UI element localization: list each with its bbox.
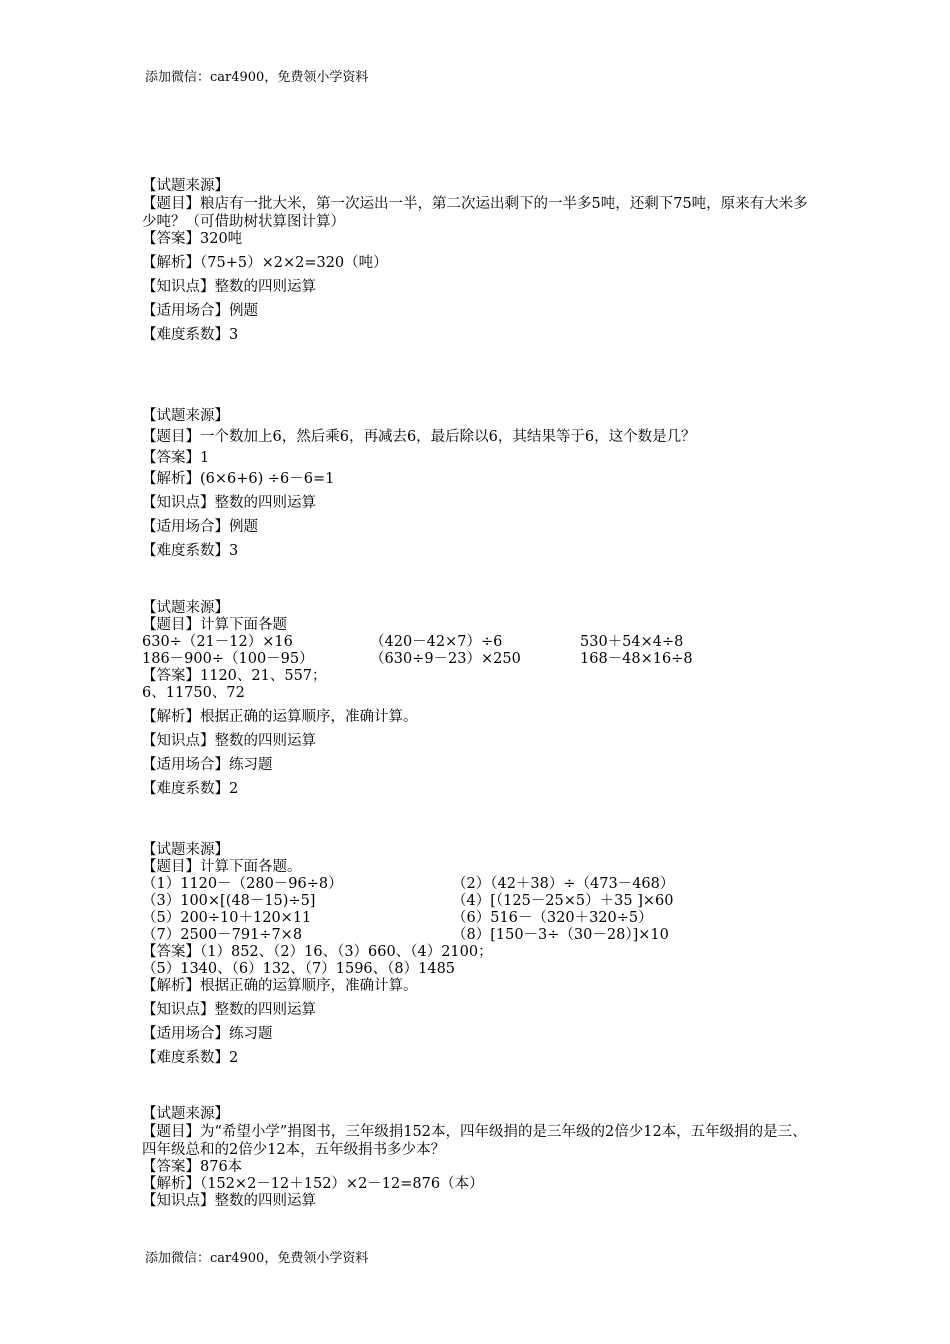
knowledge-line: 【知识点】整数的四则运算 (142, 1002, 316, 1018)
expression: （8）[150－3÷（30－28）]×10 (452, 927, 669, 943)
question-block-2 (142, 408, 812, 560)
knowledge-line: 【知识点】整数的四则运算 (142, 733, 316, 749)
question-block-4 (142, 842, 812, 1067)
source-label: 【试题来源】 (142, 842, 229, 858)
question-block-1 (142, 178, 812, 344)
answer-line: 【答案】1 (142, 450, 210, 466)
analysis-line: 【解析】（75+5）×2×2=320（吨） (142, 255, 388, 271)
knowledge-line: 【知识点】整数的四则运算 (142, 495, 316, 511)
difficulty-line: 【难度系数】3 (142, 543, 239, 559)
expression: （630÷9－23）×250 (370, 651, 521, 667)
knowledge-line: 【知识点】整数的四则运算 (142, 279, 316, 295)
page-header: 添加微信：car4900，免费领小学资料 (145, 70, 369, 85)
difficulty-line: 【难度系数】2 (142, 1050, 239, 1066)
expression: （2）（42＋38）÷（473－468） (452, 876, 675, 892)
knowledge-line: 【知识点】整数的四则运算 (142, 1193, 316, 1209)
difficulty-line: 【难度系数】2 (142, 781, 239, 797)
expression: 530＋54×4÷8 (580, 634, 684, 650)
expression: （7）2500－791÷7×8 (142, 927, 303, 943)
usage-line: 【适用场合】例题 (142, 519, 258, 535)
question-block-5 (142, 1106, 812, 1210)
difficulty-line: 【难度系数】3 (142, 327, 239, 343)
answer-line: 【答案】（1）852、（2）16、（3）660、（4）2100； (142, 944, 493, 960)
source-label: 【试题来源】 (142, 408, 229, 424)
question-tag: 【题目】 (142, 196, 200, 212)
expression: （5）200÷10＋120×11 (142, 910, 312, 926)
expression: （4）[（125－25×5）＋35 ]×60 (452, 893, 674, 909)
expression-row (142, 876, 812, 893)
question-text: 【题目】为“希望小学”捐图书，三年级捐152本，四年级捐的是三年级的2倍少12本，五年级捐的是三、四年级总和的2倍少12本，五年级捐书多少本？ (142, 1124, 807, 1158)
expression-row (142, 651, 812, 668)
analysis-line: 【解析】（152×2－12＋152）×2－12=876（本） (142, 1176, 484, 1192)
page-footer: 添加微信：car4900，免费领小学资料 (145, 1251, 369, 1266)
analysis-line: 【解析】根据正确的运算顺序，准确计算。 (142, 709, 418, 725)
answer-line-cont: （5）1340、（6）132、（7）1596、（8）1485 (142, 961, 456, 977)
expression-row (142, 927, 812, 944)
expression: （420－42×7）÷6 (370, 634, 503, 650)
usage-line: 【适用场合】练习题 (142, 757, 273, 773)
question-text: 【题目】一个数加上6，然后乘6，再减去6，最后除以6，其结果等于6，这个数是几？ (142, 429, 696, 445)
question-text: 【题目】计算下面各题。 (142, 859, 302, 875)
expression: 186－900÷（100－95） (142, 651, 314, 667)
analysis-line: 【解析】(6×6+6) ÷6－6=1 (142, 471, 335, 487)
question-text (142, 195, 812, 231)
question-text: 【题目】计算下面各题 (142, 617, 287, 633)
expression: （3）100×[(48－15)÷5] (142, 893, 316, 909)
usage-line: 【适用场合】练习题 (142, 1026, 273, 1042)
expression: （1）1120－（280－96÷8） (142, 876, 343, 892)
answer-line-cont: 6、11750、72 (142, 685, 245, 701)
expression: 168－48×16÷8 (580, 651, 693, 667)
source-label: 【试题来源】 (142, 600, 229, 616)
usage-line: 【适用场合】例题 (142, 303, 258, 319)
expression: （6）516－（320＋320÷5） (452, 910, 653, 926)
expression-row (142, 893, 812, 910)
answer-line: 【答案】320吨 (142, 231, 243, 247)
expression-row (142, 910, 812, 927)
answer-line: 【答案】1120、21、557； (142, 668, 327, 684)
question-body: 粮店有一批大米，第一次运出一半，第二次运出剩下的一半多5吨，还剩下75吨，原来有大米多少吨？（可借助树状算图计算） (142, 196, 808, 230)
question-block-3 (142, 600, 812, 798)
source-label: 【试题来源】 (142, 1106, 229, 1122)
source-label: 【试题来源】 (142, 178, 229, 194)
analysis-line: 【解析】根据正确的运算顺序，准确计算。 (142, 978, 418, 994)
answer-line: 【答案】876本 (142, 1159, 243, 1175)
expression-row (142, 634, 812, 651)
expression: 630÷（21－12）×16 (142, 634, 293, 650)
